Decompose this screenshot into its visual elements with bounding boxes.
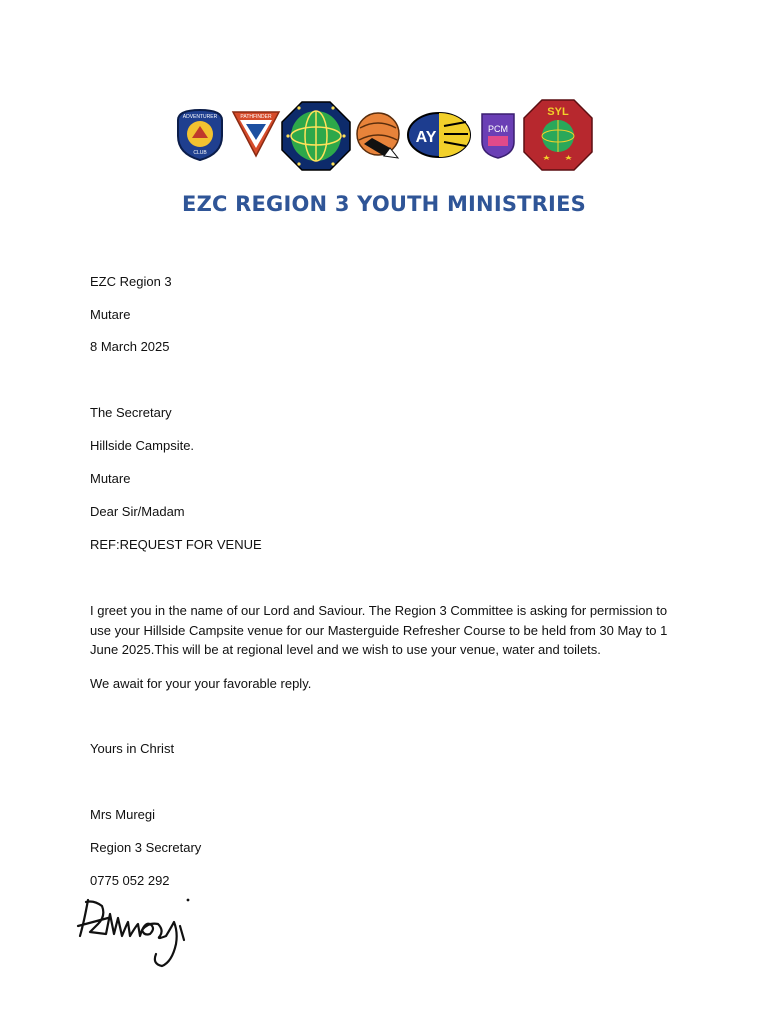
signer-name: Mrs Muregi bbox=[90, 807, 156, 822]
complimentary-close: Yours in Christ bbox=[90, 741, 175, 756]
salutation: Dear Sir/Madam bbox=[90, 504, 185, 519]
body-paragraph: I greet you in the name of our Lord and Saviour. The Region 3 Committee is asking for permission to use your Hillside Campsite venue for our Masterguide Refresher Course to be held from 30 May to 1 June 2025.This will be at regional level and we wish to use your venue, water and toilets. bbox=[90, 603, 668, 657]
recipient-title: The Secretary bbox=[90, 405, 172, 420]
sender-organization: EZC Region 3 bbox=[90, 274, 172, 289]
logos-svg bbox=[176, 98, 594, 172]
signature-svg bbox=[72, 892, 202, 970]
svg-text:PATHFINDER: PATHFINDER bbox=[240, 114, 272, 120]
letter-date: 8 March 2025 bbox=[90, 339, 170, 354]
handwritten-signature bbox=[72, 892, 202, 975]
ambassador-logo bbox=[357, 113, 399, 158]
sender-city: Mutare bbox=[90, 307, 131, 322]
svg-text:SYL: SYL bbox=[547, 106, 569, 118]
logo-row bbox=[176, 98, 594, 172]
pathfinder-logo bbox=[233, 112, 279, 156]
globe-logo bbox=[282, 102, 350, 170]
ay-logo bbox=[408, 113, 470, 157]
reference-line: REF:REQUEST FOR VENUE bbox=[90, 537, 262, 552]
svg-text:CLUB: CLUB bbox=[193, 150, 207, 156]
signer-role: Region 3 Secretary bbox=[90, 840, 202, 855]
syl-logo bbox=[524, 100, 592, 170]
pcm-logo bbox=[482, 114, 514, 158]
recipient-city: Mutare bbox=[90, 471, 131, 486]
svg-text:ADVENTURER: ADVENTURER bbox=[182, 114, 218, 120]
page-title: EZC REGION 3 YOUTH MINISTRIES bbox=[182, 192, 586, 216]
recipient-organization: Hillside Campsite. bbox=[90, 438, 195, 453]
signer-phone: 0775 052 292 bbox=[90, 873, 170, 888]
adventurer-club-logo bbox=[178, 110, 222, 160]
svg-text:AY: AY bbox=[415, 129, 437, 146]
body-paragraph-closing: We await for your your favorable reply. bbox=[90, 676, 312, 691]
svg-text:PCM: PCM bbox=[488, 124, 508, 134]
